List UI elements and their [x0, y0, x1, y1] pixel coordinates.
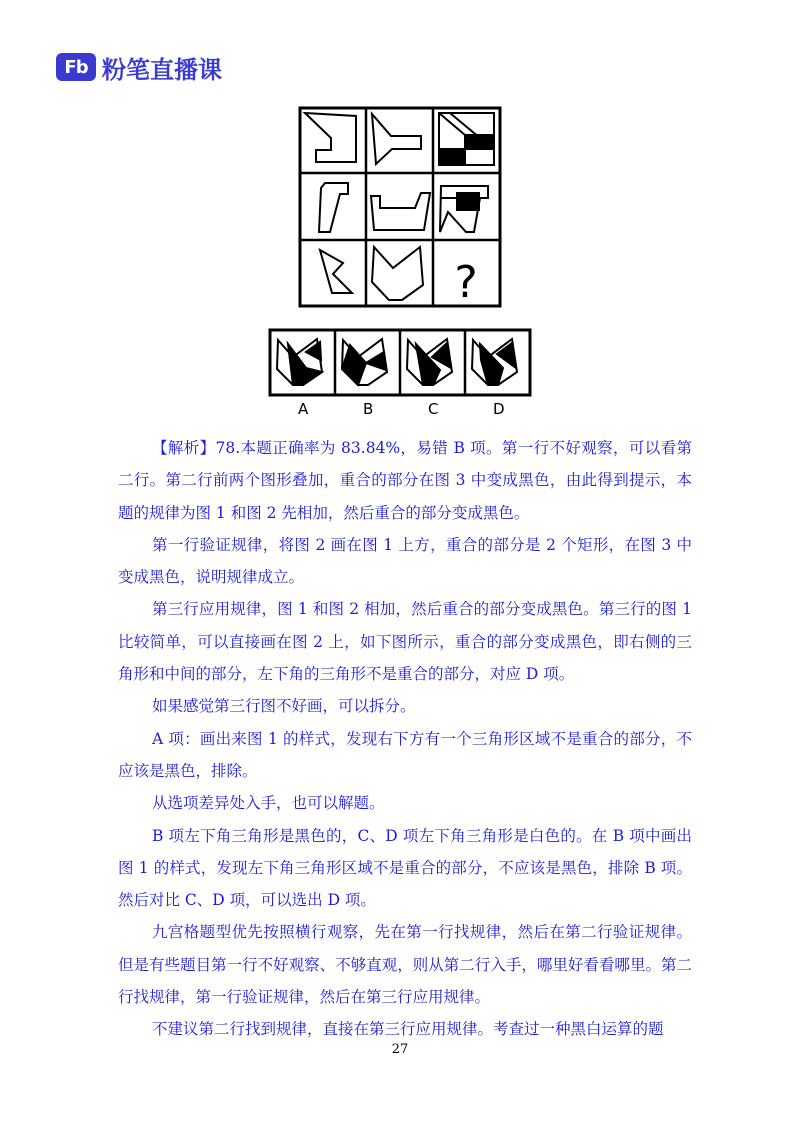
cell-3-3	[454, 257, 477, 308]
paragraph: 从选项差异处入手，也可以解题。	[152, 794, 385, 813]
cell-1-2	[372, 114, 421, 164]
option-a-figure	[277, 339, 322, 385]
cell-3-2	[372, 247, 423, 300]
cell-2-2	[371, 193, 430, 230]
page-number: 27	[391, 1042, 409, 1057]
option-c-label: C	[428, 400, 439, 418]
paragraph: 不建议第二行找到规律，直接在第三行应用规律。考查过一种黑白运算的题	[152, 1020, 664, 1039]
paragraph: 第三行应用规律，图 1 和图 2 相加，然后重合的部分变成黑色。第三行的图 1 比较简单，可以直接画在图 2 上，如下图所示，重合的部分变成黑色，即右侧的三角形和中间的部分，左下角的三角形不是重合的部分，对应 D 项。	[118, 600, 692, 684]
puzzle-figure	[0, 0, 800, 420]
cell-3-1	[320, 250, 352, 293]
paragraph-analysis: 【解析】78.本题正确率为 83.84%，易错 B 项。第一行不好观察，可以看第二行。第二行前两个图形叠加，重合的部分在图 3 中变成黑色，由此得到提示，本题的规律为图 1 和图 2 先相加，然后重合的部分变成黑色。	[118, 439, 692, 522]
cell-1-1	[305, 113, 356, 162]
logo-text: 粉笔直播课	[102, 55, 222, 84]
paragraph: 九宫格题型优先按照横行观察，先在第一行找规律，然后在第二行验证规律。但是有些题目第一行不好观察、不够直观，则从第二行入手，哪里好看看哪里。第二行找规律，第一行验证规律，然后在第三行应用规律。	[118, 923, 692, 1007]
cell-2-1	[319, 183, 348, 232]
option-d-label: D	[493, 400, 505, 418]
cell-1-3	[439, 113, 494, 165]
explanation-text	[118, 432, 692, 1046]
option-c-figure	[407, 339, 452, 385]
option-a-label: A	[298, 400, 309, 418]
question-mark: ?	[454, 257, 478, 308]
option-d-figure	[472, 339, 517, 385]
cell-2-3	[440, 186, 488, 232]
logo-mark: Fb	[56, 53, 96, 81]
option-b-label: B	[363, 400, 374, 418]
paragraph: 第一行验证规律，将图 2 画在图 1 上方，重合的部分是 2 个矩形，在图 3 中变成黑色，说明规律成立。	[118, 535, 692, 587]
paragraph: B 项左下角三角形是黑色的，C、D 项左下角三角形是白色的。在 B 项中画出图 1 的样式，发现左下角三角形区域不是重合的部分，不应该是黑色，排除 B 项。然后对比 C、D 项，可以选出 D 项。	[118, 826, 692, 910]
option-b-figure	[342, 339, 387, 385]
paragraph: 如果感觉第三行图不好画，可以拆分。	[152, 697, 416, 716]
paragraph: A 项：画出来图 1 的样式，发现右下方有一个三角形区域不是重合的部分，不应该是黑色，排除。	[118, 729, 692, 780]
